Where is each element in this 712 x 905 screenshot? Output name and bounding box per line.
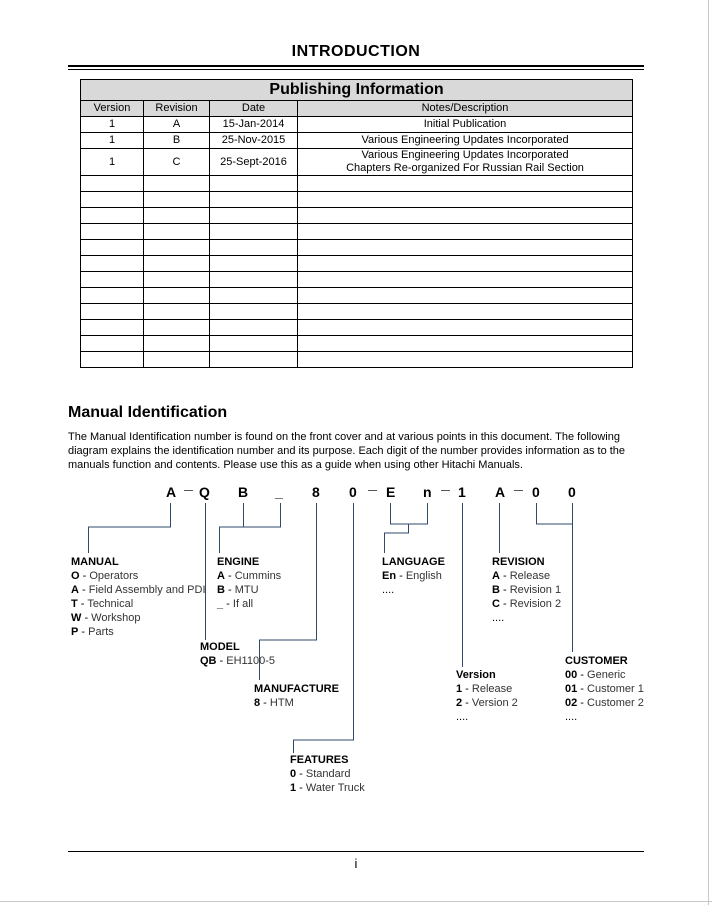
- list-item: A - Release: [492, 570, 551, 582]
- manual-group: [71, 555, 206, 639]
- list-item: B - Revision 1: [492, 584, 562, 596]
- list-item: 02 - Customer 2: [565, 697, 644, 709]
- cell-notes: Initial Publication: [298, 117, 633, 133]
- list-item: 1 - Water Truck: [290, 782, 365, 794]
- list-more: ....: [492, 612, 505, 624]
- list-item: C - Revision 2: [492, 598, 562, 610]
- code-char-engine-underscore: _: [275, 484, 283, 500]
- customer-group: [565, 654, 644, 724]
- list-item: QB - EH1100-5: [200, 655, 275, 667]
- cell-version: 1: [81, 133, 144, 149]
- cell-version: 1: [81, 117, 144, 133]
- list-item: T - Technical: [71, 598, 134, 610]
- version-group: [456, 668, 518, 724]
- column-header-date: Date: [210, 101, 298, 117]
- language-title: LANGUAGE: [382, 556, 445, 568]
- cell-notes-line: Chapters Re-organized For Russian Rail Section: [346, 162, 584, 174]
- cell-version: 1: [81, 149, 144, 176]
- list-item: 1 - Release: [456, 683, 513, 695]
- code-char-manual: A: [166, 484, 177, 500]
- list-item: A - Field Assembly and PDI: [71, 584, 206, 596]
- list-item: 2 - Version 2: [456, 697, 518, 709]
- code-char-engine: B: [238, 484, 249, 500]
- code-char-revision: A: [495, 484, 506, 500]
- column-header-revision: Revision: [144, 101, 210, 117]
- page-number: i: [354, 856, 358, 871]
- footer-rule: [68, 851, 644, 852]
- engine-title: ENGINE: [217, 556, 260, 568]
- list-item: O - Operators: [71, 570, 139, 582]
- list-item: _ - If all: [217, 598, 254, 610]
- column-header-notes: Notes/Description: [298, 101, 633, 117]
- page-title: INTRODUCTION: [291, 43, 421, 60]
- cell-date: 25-Sept-2016: [210, 149, 298, 176]
- list-item: W - Workshop: [71, 612, 141, 624]
- list-item: A - Cummins: [217, 570, 282, 582]
- revision-group: [492, 555, 561, 625]
- manufacture-title: MANUFACTURE: [254, 683, 339, 695]
- publishing-info-caption: Publishing Information: [81, 80, 633, 101]
- engine-group: [217, 555, 281, 611]
- list-more: ....: [456, 711, 469, 723]
- cell-revision: B: [144, 133, 210, 149]
- list-more: ....: [565, 711, 578, 723]
- list-item: 8 - HTM: [254, 697, 294, 709]
- manual-title: MANUAL: [71, 556, 119, 568]
- cell-notes: Various Engineering Updates Incorporated: [298, 133, 633, 149]
- cell-date: 25-Nov-2015: [210, 133, 298, 149]
- list-more: ....: [382, 584, 395, 596]
- section-heading-manual-identification: Manual Identification: [68, 404, 228, 421]
- code-char-language-1: E: [386, 484, 396, 500]
- list-item: 01 - Customer 1: [565, 683, 644, 695]
- version-title: Version: [456, 669, 496, 681]
- code-char-model: Q: [199, 484, 210, 500]
- code-char-language-2: n: [423, 484, 432, 500]
- code-char-manufacture: 8: [312, 484, 320, 500]
- manufacture-group: [254, 682, 339, 710]
- model-title: MODEL: [200, 641, 240, 653]
- cell-revision: A: [144, 117, 210, 133]
- list-item: P - Parts: [71, 626, 114, 638]
- cell-notes-line: Various Engineering Updates Incorporated: [361, 149, 569, 161]
- intro-paragraph: The Manual Identification number is found on the front cover and at various points in this document. The following diagram explains the identification number and its purpose. Each digit of the number provides information as to the manuals function and contents. Please use this as a guide when using other Hitachi Manuals.: [68, 431, 626, 471]
- model-group: [200, 640, 275, 668]
- features-title: FEATURES: [290, 754, 349, 766]
- list-item: En - English: [382, 570, 442, 582]
- cell-date: 15-Jan-2014: [210, 117, 298, 133]
- list-item: 00 - Generic: [565, 669, 626, 681]
- revision-title: REVISION: [492, 556, 545, 568]
- code-char-customer-1: 0: [532, 484, 540, 500]
- cell-revision: C: [144, 149, 210, 176]
- customer-title: CUSTOMER: [565, 655, 628, 667]
- code-char-version: 1: [458, 484, 466, 500]
- features-group: [290, 753, 365, 795]
- list-item: 0 - Standard: [290, 768, 351, 780]
- language-group: [382, 555, 445, 597]
- code-char-features: 0: [349, 484, 357, 500]
- code-char-customer-2: 0: [568, 484, 576, 500]
- list-item: B - MTU: [217, 584, 259, 596]
- column-header-version: Version: [81, 101, 144, 117]
